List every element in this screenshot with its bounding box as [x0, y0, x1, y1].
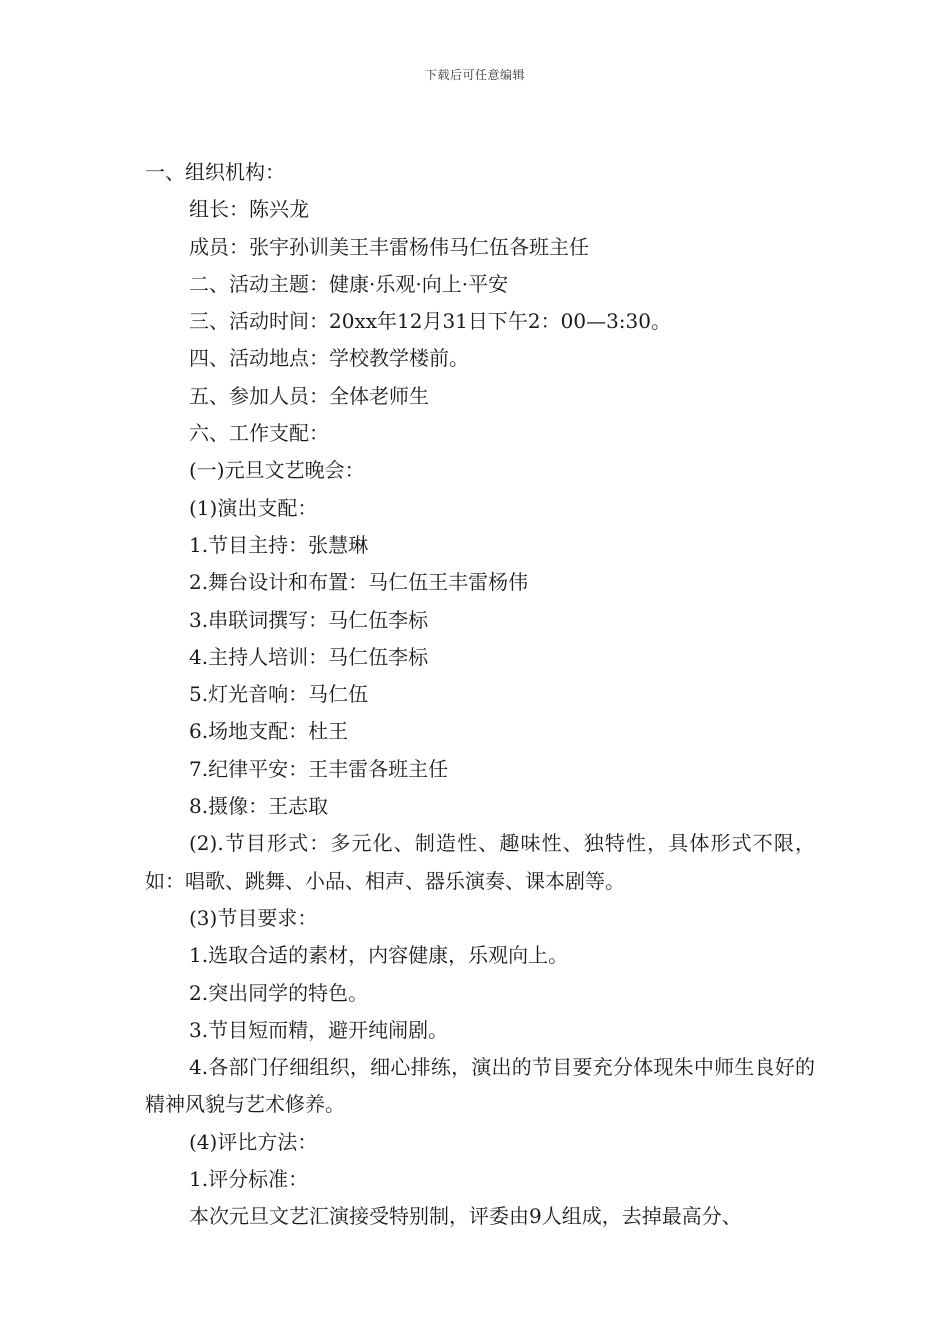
program-format-paragraph: (2).节目形式：多元化、制造性、趣味性、独特性，具体形式不限，如：唱歌、跳舞、小品、相声、器乐演奏、课本剧等。: [145, 831, 815, 893]
subsection-gala: (一)元旦文艺晚会：: [189, 458, 365, 483]
list-item: 5.灯光音响：马仁伍: [189, 682, 369, 707]
list-item: 8.摄像：王志取: [189, 794, 329, 819]
list-item: 1.节目主持：张慧琳: [189, 532, 369, 557]
page-header: 下载后可任意编辑: [424, 68, 525, 82]
document-body: [145, 154, 815, 1236]
list-item: 6.场地支配：杜王: [189, 719, 349, 744]
list-item: 2.舞台设计和布置：马仁伍王丰雷杨伟: [189, 570, 529, 595]
activity-time: 三、活动时间：20xx年12月31日下午2：00—3:30。: [189, 309, 671, 334]
activity-location: 四、活动地点：学校教学楼前。: [189, 346, 469, 371]
subsection-performance: (1)演出支配：: [189, 495, 318, 520]
list-item: 1.评分标准：: [189, 1167, 309, 1192]
section-heading-organization: 一、组织机构：: [145, 160, 285, 184]
participants: 五、参加人员：全体老师生: [189, 383, 429, 408]
team-leader: 组长：陈兴龙: [189, 197, 309, 222]
list-item: 1.选取合适的素材，内容健康，乐观向上。: [189, 943, 569, 968]
list-item: 3.节目短而精，避开纯闹剧。: [189, 1017, 449, 1042]
team-members: 成员：张宇孙训美王丰雷杨伟马仁伍各班主任: [189, 234, 589, 259]
organization-paragraph: 4.各部门仔细组织，细心排练，演出的节目要充分体现朱中师生良好的精神风貌与艺术修养。: [145, 1055, 815, 1117]
section-heading-work: 六、工作支配：: [189, 421, 329, 446]
scoring-paragraph: 本次元旦文艺汇演接受特别制，评委由9人组成，去掉最高分、: [189, 1204, 742, 1229]
list-item: 2.突出同学的特色。: [189, 980, 369, 1005]
list-item: 4.主持人培训：马仁伍李标: [189, 644, 429, 669]
list-item: 7.纪律平安：王丰雷各班主任: [189, 756, 449, 781]
list-item: 3.串联词撰写：马仁伍李标: [189, 607, 429, 632]
subsection-requirements: (3)节目要求：: [189, 905, 318, 930]
activity-theme: 二、活动主题：健康·乐观·向上·平安: [189, 271, 509, 296]
subsection-evaluation: (4)评比方法：: [189, 1129, 318, 1154]
